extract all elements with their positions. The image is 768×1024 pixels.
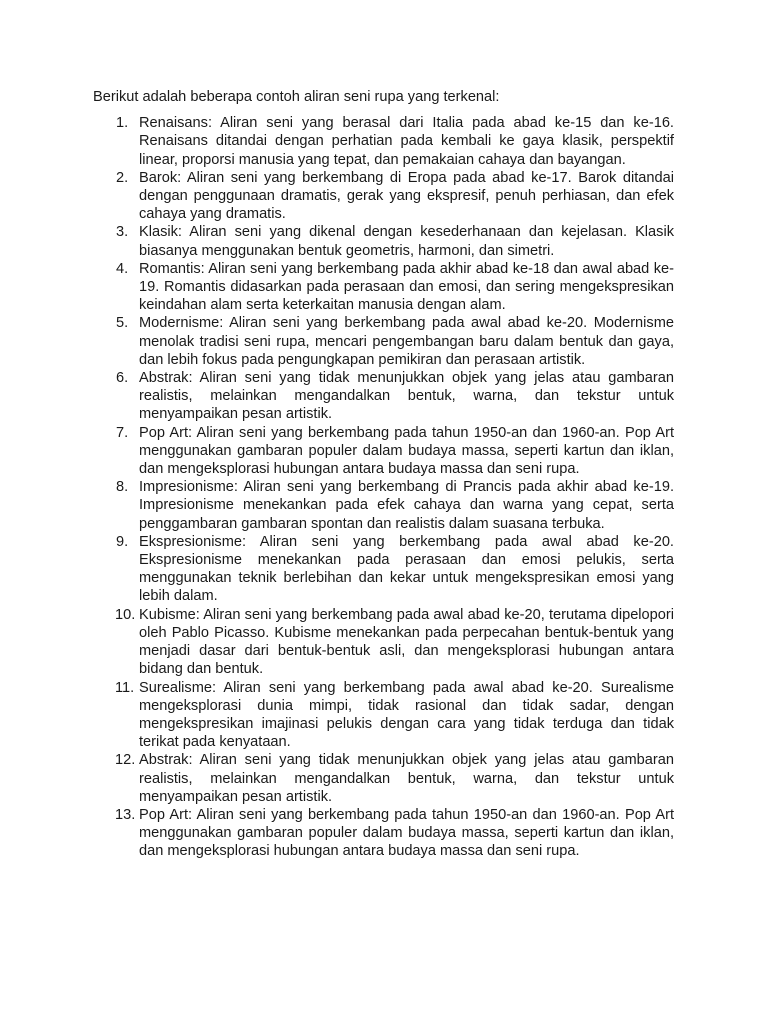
list-item-text: Renaisans: Aliran seni yang berasal dari Italia pada abad ke-15 dan ke-16. Renaisans ditandai dengan perhatian pada kembali ke gaya klasik, perspektif linear, proporsi manusia yang tepat, dan pemakaian cahaya dan bayangan. xyxy=(139,115,674,168)
list-item-number: 9. xyxy=(116,533,129,550)
list-item-number: 6. xyxy=(116,370,129,387)
list-item-number: 7. xyxy=(116,424,129,441)
list-item-number: 3. xyxy=(116,224,129,241)
intro-text: Berikut adalah beberapa contoh aliran seni rupa yang terkenal: xyxy=(93,89,500,105)
list-item-text: Pop Art: Aliran seni yang berkembang pada tahun 1950-an dan 1960-an. Pop Art menggunakan gambaran populer dalam budaya massa, seperti kartun dan iklan, dan mengeksplorasi hubungan antara budaya massa dan seni rupa. xyxy=(139,424,674,478)
list-item xyxy=(93,369,674,424)
list-item-text: Ekspresionisme: Aliran seni yang berkembang pada awal abad ke-20. Ekspresionisme menekankan pada perasaan dan emosi pelukis, serta menggunakan teknik berlebihan dan kekar untuk mengekspresikan emosi yang lebih dalam. xyxy=(139,533,674,605)
list-item-text: Kubisme: Aliran seni yang berkembang pada awal abad ke-20, terutama dipelopori oleh Pablo Picasso. Kubisme menekankan pada perpecahan bentuk-bentuk yang menjadi dasar dari bentuk-bentuk asli, dan mengeksplorasi hubungan antara bidang dan bentuk. xyxy=(139,606,674,678)
list-item xyxy=(93,606,674,679)
list-item-number: 1. xyxy=(116,115,129,132)
list-item xyxy=(93,223,674,259)
list-item xyxy=(93,314,674,369)
list-item-text: Abstrak: Aliran seni yang tidak menunjukkan objek yang jelas atau gambaran realistis, melainkan mengandalkan bentuk, warna, dan tekstur untuk menyampaikan pesan artistik. xyxy=(139,752,674,805)
list-item xyxy=(93,424,674,479)
list-item-text: Pop Art: Aliran seni yang berkembang pada tahun 1950-an dan 1960-an. Pop Art menggunakan gambaran populer dalam budaya massa, seperti kartun dan iklan, dan mengeksplorasi hubungan antara budaya massa dan seni rupa. xyxy=(139,806,674,860)
list-item-text: Barok: Aliran seni yang berkembang di Eropa pada abad ke-17. Barok ditandai dengan penggunaan dramatis, gerak yang ekspresif, penuh perhiasan, dan efek cahaya yang dramatis. xyxy=(139,169,674,223)
list-item xyxy=(93,114,674,169)
list-item xyxy=(93,478,674,533)
list-item xyxy=(93,169,674,224)
list-item xyxy=(93,751,674,806)
list-item-text: Klasik: Aliran seni yang dikenal dengan kesederhanaan dan kejelasan. Klasik biasanya menggunakan bentuk geometris, harmoni, dan simetri. xyxy=(139,224,674,259)
list-item-number: 12. xyxy=(115,752,136,769)
list-item-number: 10. xyxy=(115,606,136,623)
list-item xyxy=(93,806,674,861)
list-item xyxy=(93,260,674,315)
list-item-text: Impresionisme: Aliran seni yang berkembang di Prancis pada akhir abad ke-19. Impresionisme menekankan pada efek cahaya dan warna yang cepat, serta penggambaran gambaran spontan dan realistis dalam suasana terbuka. xyxy=(139,479,674,532)
list-item xyxy=(93,679,674,752)
list-item-number: 8. xyxy=(116,479,129,496)
art-movements-list xyxy=(93,114,674,860)
list-item-number: 4. xyxy=(116,260,129,277)
list-item-number: 2. xyxy=(116,169,129,186)
list-item-number: 5. xyxy=(116,315,129,332)
list-item-number: 13. xyxy=(115,806,136,823)
list-item-number: 11. xyxy=(115,679,135,696)
list-item-text: Abstrak: Aliran seni yang tidak menunjukkan objek yang jelas atau gambaran realistis, melainkan mengandalkan bentuk, warna, dan tekstur untuk menyampaikan pesan artistik. xyxy=(139,370,674,423)
list-item xyxy=(93,533,674,606)
list-item-text: Romantis: Aliran seni yang berkembang pada akhir abad ke-18 dan awal abad ke-19. Romantis didasarkan pada perasaan dan emosi, dan sering mengekspresikan keindahan alam serta keterkaitan manusia dengan alam. xyxy=(139,260,674,314)
list-item-text: Surealisme: Aliran seni yang berkembang pada awal abad ke-20. Surealisme mengeksplorasi dunia mimpi, tidak rasional dan tidak sadar, dengan mengekspresikan imajinasi pelukis dengan cara yang tidak terduga dan tidak terikat pada kenyataan. xyxy=(139,679,674,751)
document-page xyxy=(93,88,674,861)
list-item-text: Modernisme: Aliran seni yang berkembang pada awal abad ke-20. Modernisme menolak tradisi seni rupa, mencari pengembangan baru dalam bentuk dan gaya, dan lebih fokus pada pengungkapan pemikiran dan perasaan artistik. xyxy=(139,315,674,368)
